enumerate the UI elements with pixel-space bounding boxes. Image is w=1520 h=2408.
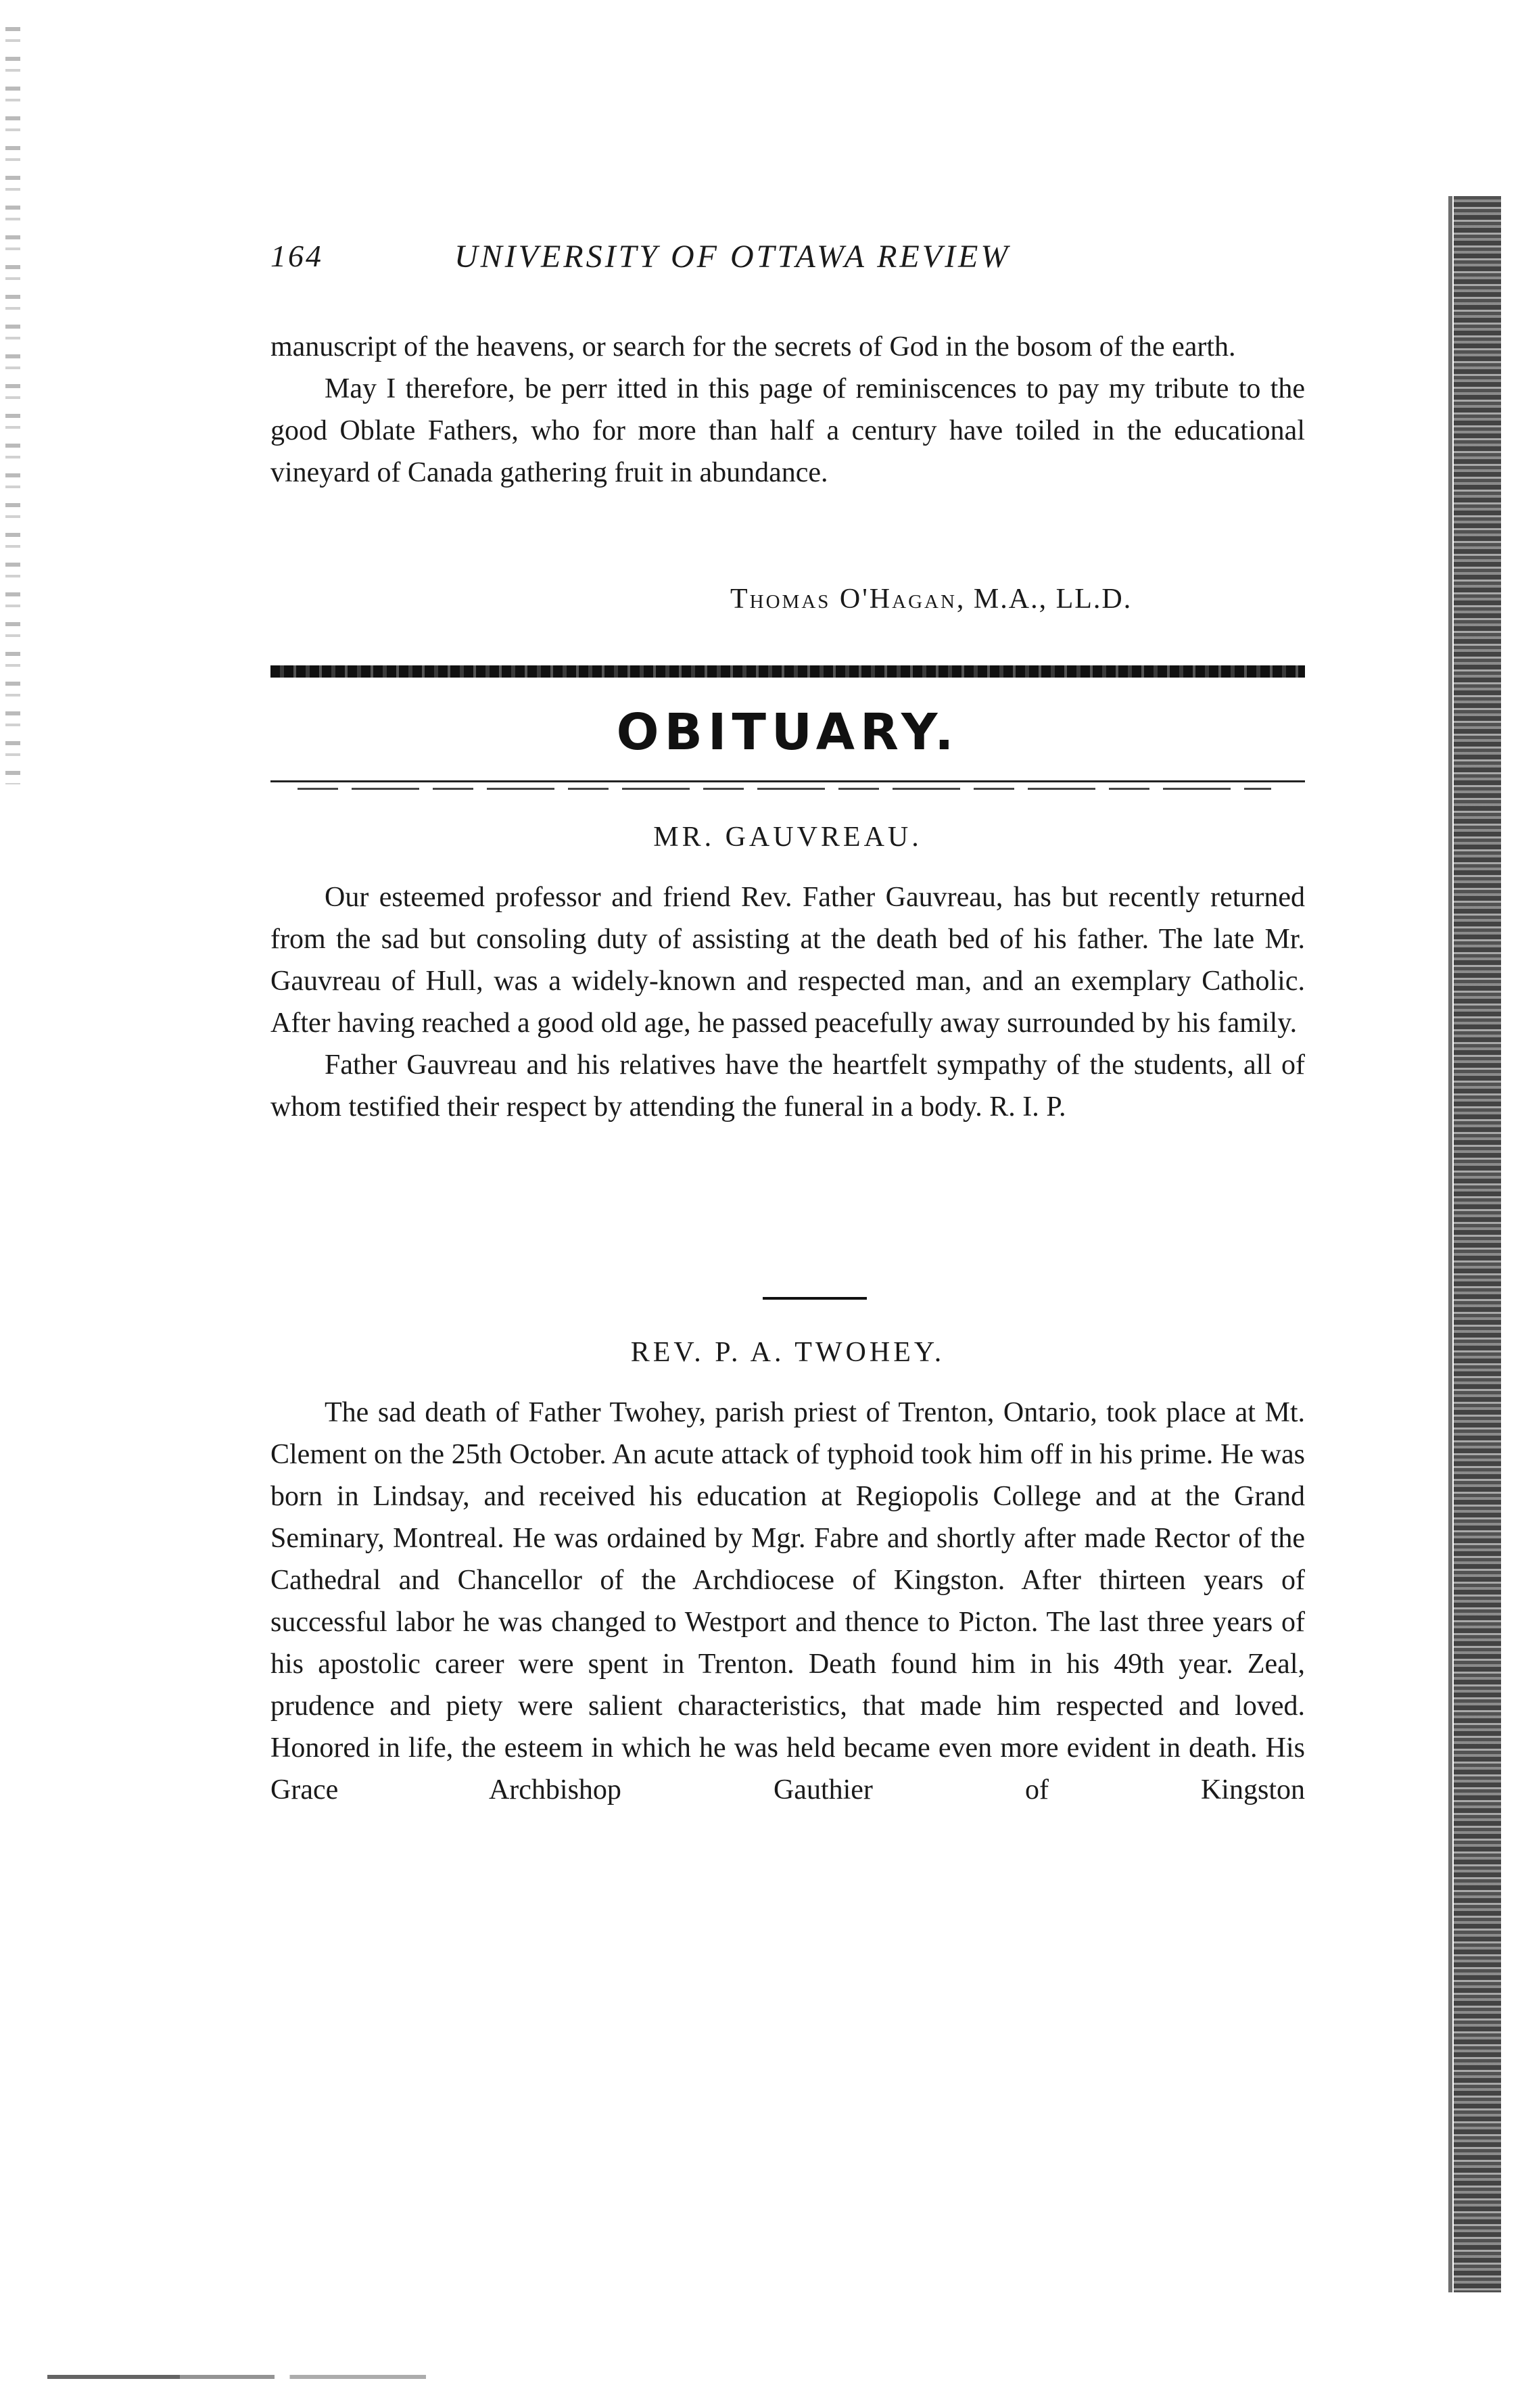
signature-degrees: , M.A., LL.D. bbox=[956, 584, 1133, 615]
signature-name: Thomas O'Hagan bbox=[730, 584, 957, 615]
section-divider-dashed bbox=[270, 780, 1305, 788]
intro-paragraph-continued: manuscript of the heavens, or search for the secrets of God in the bosom of the earth. bbox=[270, 331, 1236, 362]
section-divider-heavy bbox=[270, 665, 1305, 678]
gauvreau-paragraph-1: Our esteemed professor and friend Rev. Father Gauvreau, has but recently returned from the sad but consoling duty of assisting at the death bed of his father. The late Mr. Gauvreau of Hull, was a widely-known and respected man, and an exemplary Catholic. After having reached a good old age, he passed peacefully away surrounded by his family. bbox=[270, 882, 1305, 1039]
obituary-title: OBITUARY. bbox=[616, 703, 959, 761]
obituary-heading-gauvreau: MR. GAUVREAU. bbox=[653, 822, 922, 853]
intro-paragraph-tribute: May I therefore, be perr itted in this page of reminiscences to pay my tribute to the good Oblate Fathers, who for more than half a century have toiled in the educational vineyard of Canada gathering fruit in abundance. bbox=[270, 373, 1305, 488]
twohey-paragraph-1: The sad death of Father Twohey, parish priest of Trenton, Ontario, took place at Mt. Clement on the 25th October. An acute attack of typhoid took him off in his prime. He was born in Lindsay, and received his education at Regiopolis College and at the Grand Seminary, Montreal. He was ordained by Mgr. Fabre and shortly after made Rector of the Cathedral and Chancellor of the Archdiocese of Kingston. After thirteen years of successful labor he was changed to Westport and thence to Picton. The last three years of his apostolic career were spent in Trenton. Death found him in his 49th year. Zeal, prudence and piety were salient characteristics, that made him respected and loved. Honored in life, the esteem in which he was held became even more evident in death. His Grace Archbishop Gauthier of Kingston bbox=[270, 1397, 1305, 1805]
gauvreau-paragraph-2: Father Gauvreau and his relatives have the heartfelt sympathy of the students, all of whom testified their respect by attending the funeral in a body. R. I. P. bbox=[270, 1049, 1305, 1123]
binding-edge-marks bbox=[5, 27, 20, 784]
author-signature bbox=[730, 583, 1132, 615]
running-header bbox=[270, 238, 1305, 285]
running-title: UNIVERSITY OF OTTAWA REVIEW bbox=[454, 239, 1011, 275]
obituary-gauvreau-body bbox=[270, 876, 1305, 1128]
obituary-separator bbox=[763, 1297, 867, 1300]
obituary-heading-twohey: REV. P. A. TWOHEY. bbox=[630, 1337, 945, 1368]
page-number: 164 bbox=[270, 239, 323, 273]
bottom-scan-mark bbox=[47, 2375, 426, 2379]
intro-text bbox=[270, 326, 1305, 494]
obituary-twohey-body bbox=[270, 1392, 1305, 1811]
page-edge-shadow bbox=[1454, 196, 1501, 2292]
